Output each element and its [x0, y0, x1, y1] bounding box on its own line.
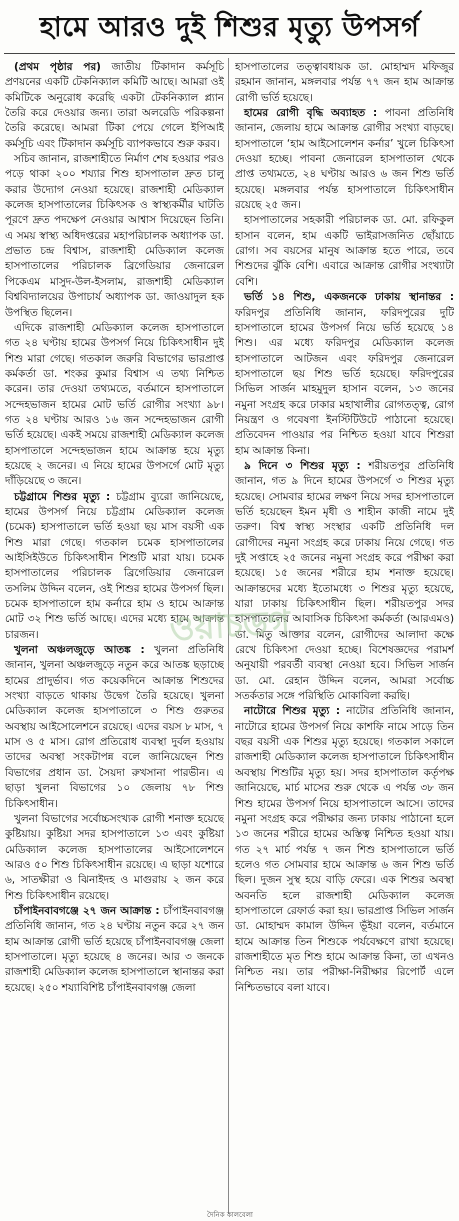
paragraph-text: চাঁপাইনবাবগঞ্জ প্রতিনিধি জানান, গত ২৪ ঘণ্টায় নতুন করে ২৭ জন হাম আক্রান্ত রোগী ভর্তি হয়েছে চাঁপাইনবাবগঞ্জ জেলা হাসপাতালে। মৃত্যু হয়েছে ৪ জনের। আর ৩ জনকে রাজশাহী মেডিক্যাল কলেজ হাসপাতালে স্থানান্তর করা হয়েছে। ২৫০ শয্যাবিশিষ্ট চাঁপাইনবাবগঞ্জ জেলা	[5, 904, 224, 994]
article-paragraph	[5, 321, 224, 490]
article-paragraph	[5, 490, 224, 643]
article-paragraph	[235, 213, 454, 290]
paragraph-lead: ভর্তি ১৪ শিশু, একজনকে ঢাকায় স্থানান্তর :	[244, 291, 454, 304]
footer-mark: দৈনিক কালবেলা	[207, 1211, 253, 1219]
paragraph-text: হাসপাতালের তত্ত্বাবধায়ক ডা. মোহাম্মদ মফিজুর রহমান জানান, মঙ্গলবার পর্যন্ত ৭৭ জন হাম আক্রান্ত রোগী ভর্তি হয়েছে।	[235, 61, 454, 104]
paragraph-lead: খুলনা অঞ্চলজুড়ে আতঙ্ক :	[14, 644, 145, 657]
paragraph-text: শরীয়তপুর প্রতিনিধি জানান, গত ৯ দিনে হামের উপসর্গে ৩ শিশুর মৃত্যু হয়েছে। সোমবার হামের লক্ষণ নিয়ে সদর হাসপাতালে ভর্তি হয়েছেন ইমন মৃধী ও শাহীন কাজী নামে দুই তরুণ। বিশ্ব স্বাস্থ্য সংস্থার একটি প্রতিনিধি দল রোগীদের নমুনা সংগ্রহ করে ঢাকায় নিয়ে গেছে। গত দুই সপ্তাহে ২৫ জনের নমুনা সংগ্রহ করে পরীক্ষা করা হয়েছে। ১৫ জনের শরীরে হাম শনাক্ত হয়েছে। আক্রান্তদের মধ্যে ইতোমধ্যে ৩ শিশুর মৃত্যু হয়েছে, যারা ঢাকায় চিকিৎসাধীন ছিল। শরীয়তপুর সদর হাসপাতালের আবাসিক চিকিৎসা কর্মকর্তা (আরএমও) ডা. মিতু আক্তার বলেন, রোগীদের আলাদা কক্ষে রেখে চিকিৎসা দেওয়া হচ্ছে। বিশেষজ্ঞদের পরামর্শ অনুযায়ী পরবর্তী ব্যবস্থা নেওয়া হবে। সিভিল সার্জন ডা. মো. রেহান উদ্দিন বলেন, আমরা সর্বোচ্চ সতর্কতার সঙ্গে পরিস্থিতি মোকাবিলা করছি।	[235, 459, 454, 703]
paragraph-lead: চট্টগ্রামে শিশুর মৃত্যু :	[14, 490, 111, 503]
article-paragraph	[235, 60, 454, 106]
paragraph-text: সচিব জানান, রাজশাহীতে নির্মাণ শেষ হওয়ার পরও পড়ে থাকা ২০০ শয্যার শিশু হাসপাতাল দ্রুত চালু করার উদ্যোগ নেওয়া হয়েছে। রাজশাহী মেডিক্যাল কলেজ হাসপাতালের চিকিৎসক ও স্বাস্থ্যকর্মীর ঘাটতি পূরণে দ্রুত পদক্ষেপ নেওয়ার আশ্বাস দিয়েছেন তিনি। এ সময় স্বাস্থ্য অধিদপ্তরের মহাপরিচালক অধ্যাপক ডা. প্রভাত চন্দ্র বিশ্বাস, রাজশাহী মেডিক্যাল কলেজ হাসপাতালের পরিচালক ব্রিগেডিয়ার জেনারেল পিকেএম মাসুদ-উল-ইসলাম, রাজশাহী মেডিক্যাল বিশ্ববিদ্যালয়ের উপাচার্য অধ্যাপক ডা. জাওয়াদুল হক উপস্থিত ছিলেন।	[5, 153, 224, 319]
article-paragraph	[235, 106, 454, 213]
article-paragraph	[5, 60, 224, 152]
paragraph-subhead: হামের রোগী বৃদ্ধি অব্যাহত :	[244, 107, 378, 120]
article-paragraph	[5, 643, 224, 812]
headline: হামে আরও দুই শিশুর মৃত্যু উপসর্গ	[39, 12, 420, 43]
paragraph-text: পাবনা প্রতিনিধি জানান, জেলায় হামে আক্রান্ত রোগীর সংখ্যা বাড়ছে। হাসপাতালে ‘হাম আইসোলেশন কর্নার’ খুলে চিকিৎসা দেওয়া হচ্ছে। পাবনা জেনারেল হাসপাতাল থেকে প্রাপ্ত তথ্যমতে, ২৪ ঘণ্টায় আরও ৬ জন শিশু ভর্তি হয়েছে। মঙ্গলবার পর্যন্ত হাসপাতালে চিকিৎসাধীন রয়েছে ২৫ জন।	[235, 107, 454, 212]
paragraph-text: খুলনা প্রতিনিধি জানান, খুলনা অঞ্চলজুড়ে নতুন করে আতঙ্ক ছড়াচ্ছে হামের প্রাদুর্ভাব। গত কয়েকদিনে আক্রান্ত শিশুদের সংখ্যা বাড়তে থাকায় উদ্বেগ তৈরি হয়েছে। খুলনা মেডিক্যাল কলেজ হাসপাতালে ৩ শিশু গুরুতর অবস্থায় আইসোলেশনে রয়েছে। এদের বয়স ৮ মাস, ৭ মাস ও ৫ মাস। রোগ প্রতিরোধ ব্যবস্থা দুর্বল হওয়ায় তাদের অবস্থা সংকটাপন্ন বলে জানিয়েছেন শিশু বিভাগের প্রধান ডা. সৈয়দা রুখসানা পারভীন। এ ছাড়া খুলনা বিভাগের ১০ জেলায় ৭৮ শিশু চিকিৎসাধীন।	[5, 644, 224, 810]
paragraph-text: ফরিদপুর প্রতিনিধি জানান, ফরিদপুরের দুটি হাসপাতালে হামের উপসর্গ নিয়ে ভর্তি হয়েছে ১৪ শিশু। এর মধ্যে ফরিদপুর মেডিক্যাল কলেজ হাসপাতালে আটজন এবং ফরিদপুর জেনারেল হাসপাতালে ছয় শিশু ভর্তি হয়েছে। ফরিদপুরের সিভিল সার্জন মাহমুদুল হাসান বলেন, ১৩ জনের নমুনা সংগ্রহ করে ঢাকার মহাখালীর রোগতত্ত্ব, রোগ নিয়ন্ত্রণ ও গবেষণা ইনস্টিটিউটে পাঠানো হয়েছে। প্রতিবেদন পাওয়ার পর নিশ্চিত হওয়া যাবে শিশুরা হাম আক্রান্ত কিনা।	[235, 306, 454, 457]
column-divider	[228, 58, 229, 1214]
article-paragraph	[235, 290, 454, 459]
paragraph-lead: (প্রথম পৃষ্ঠার পর)	[14, 61, 101, 73]
article-paragraph	[5, 152, 224, 321]
paragraph-text: খুলনা বিভাগের সর্বোচ্চসংখ্যক রোগী শনাক্ত হয়েছে কুষ্টিয়ায়। কুষ্টিয়া সদর হাসপাতালে ১৩ এবং কুষ্টিয়া মেডিক্যাল কলেজ হাসপাতালের আইসোলেশনে আরও ৫০ শিশু চিকিৎসাধীন রয়েছে। এ ছাড়া যশোরে ৬, সাতক্ষীরা ও ঝিনাইদহ ও মাগুরায় ২ জন করে শিশু চিকিৎসাধীন রয়েছে।	[5, 812, 224, 902]
paragraph-lead: ৯ দিনে ৩ শিশুর মৃত্যু :	[244, 459, 361, 472]
paragraph-text: নাটোর প্রতিনিধি জানান, নাটোরে হামের উপসর্গ নিয়ে কাশফি নামে সাড়ে তিন বছর বয়সী এক শিশুর মৃত্যু হয়েছে। গতকাল সকালে রাজশাহী মেডিক্যাল কলেজ হাসপাতালে চিকিৎসাধীন অবস্থায় শিশুটির মৃত্যু হয়। সদর হাসপাতাল কর্তৃপক্ষ জানিয়েছে, মার্চ মাসের শুরু থেকে এ পর্যন্ত ৩৮ জন শিশু হামের উপসর্গ নিয়ে হাসপাতালে আসে। তাদের নমুনা সংগ্রহ করে পরীক্ষার জন্য ঢাকায় পাঠানো হলে ১৩ জনের শরীরে হামের অস্তিত্ব নিশ্চিত হওয়া যায়। গত ২৭ মার্চ পর্যন্ত ৭ জন শিশু হাসপাতালে ভর্তি হলেও গত সোমবার হামে আক্রান্ত ৬ জন শিশু ভর্তি ছিল। দুজন সুস্থ হয়ে বাড়ি ফেরে। এক শিশুর অবস্থা অবনতি হলে রাজশাহী মেডিক্যাল কলেজ হাসপাতালে রেফার্ড করা হয়। ভারপ্রাপ্ত সিভিল সার্জন ডা. মোহাম্মদ কামাল উদ্দিন ভূঁইয়া বলেন, বর্তমানে হামে আক্রান্ত তিন শিশুকে পর্যবেক্ষণে রাখা হয়েছে। রাজশাহীতে মৃত শিশু হামে আক্রান্ত কিনা, তা এখনও নিশ্চিত নয়। তার পরীক্ষা-নিরীক্ষার রিপোর্ট এলে নিশ্চিতভাবে বলা যাবে।	[235, 705, 454, 994]
paragraph-lead: চাঁপাইনবাবগঞ্জে ২৭ জন আক্রান্ত :	[14, 904, 160, 917]
article-paragraph	[235, 704, 454, 996]
paragraph-text: চট্টগ্রাম ব্যুরো জানিয়েছে, হামের উপসর্গ নিয়ে চট্টগ্রাম মেডিক্যাল কলেজ (চমেক) হাসপাতালে ভর্তি হওয়া ছয় মাস বয়সী এক শিশু মারা গেছে। গতকাল চমেক হাসপাতালের আইসিইউতে চিকিৎসাধীন শিশুটি মারা যায়। চমেক হাসপাতালের পরিচালক ব্রিগেডিয়ার জেনারেল তসলিম উদ্দিন বলেন, ওই শিশুর হামের উপসর্গ ছিল। চমেক হাসপাতালে হাম কর্নারে হাম ও হামে আক্রান্ত মোট ৩২ শিশু ভর্তি আছে। এদের মধ্যে হামে আক্রান্ত চারজন।	[5, 490, 224, 641]
paragraph-lead: নাটোরে শিশুর মৃত্যু :	[244, 705, 341, 718]
article-paragraph	[5, 904, 224, 996]
left-column	[5, 60, 224, 1210]
right-column	[235, 60, 454, 1210]
headline-rule	[4, 53, 455, 54]
paragraph-text: জাতীয় টিকাদান কর্মসূচি প্রণয়নের একটি টেকনিক্যাল কমিটি আছে। আমরা ওই কমিটিকে অনুরোধ করেছি একটা টেকনিক্যাল প্ল্যান তৈরি করে দেওয়ার জন্য। তারা অলরেডি পরিকল্পনা তৈরি করেছে। আমরা টিকা পেয়ে গেলে ইপিআই কর্মসূচি এবং টিকাদান কর্মসূচি ব্যাপকভাবে শুরু করব।	[5, 61, 224, 150]
paragraph-text: এদিকে রাজশাহী মেডিক্যাল কলেজ হাসপাতালে গত ২৪ ঘণ্টায় হামের উপসর্গ নিয়ে চিকিৎসাধীন দুই শিশু মারা গেছে। গতকাল জরুরি বিভাগের ভারপ্রাপ্ত কর্মকর্তা ডা. শংকর কুমার বিশ্বাস এ তথ্য নিশ্চিত করেন। তার দেওয়া তথ্যমতে, বর্তমানে হাসপাতালে সন্দেহভাজন হামের মোট ভর্তি রোগীর সংখ্যা ৯৮। গত ২৪ ঘণ্টায় আরও ১৬ জন সন্দেহভাজন রোগী ভর্তি হয়েছে। একই সময়ে রাজশাহী মেডিক্যাল কলেজ হাসপাতালে সন্দেহভাজন হামে আক্রান্ত হয়ে মৃত্যু হয়েছে ২ জনের। এ নিয়ে হামের উপসর্গে মোট মৃত্যু দাঁড়িয়েছে ৩ জনে।	[5, 321, 224, 488]
article-paragraph	[235, 459, 454, 705]
paragraph-text: হাসপাতালের সহকারী পরিচালক ডা. মো. রফিকুল হাসান বলেন, হাম একটি ভাইরাসজনিত ছোঁয়াচে রোগ। সব বয়সের মানুষ আক্রান্ত হতে পারে, তবে শিশুদের ঝুঁকি বেশি। এবারে আক্রান্ত রোগীর সংখ্যাটা বেশি।	[235, 214, 454, 288]
watermark: ওয়াচডগ	[168, 602, 292, 650]
article-paragraph	[5, 812, 224, 904]
